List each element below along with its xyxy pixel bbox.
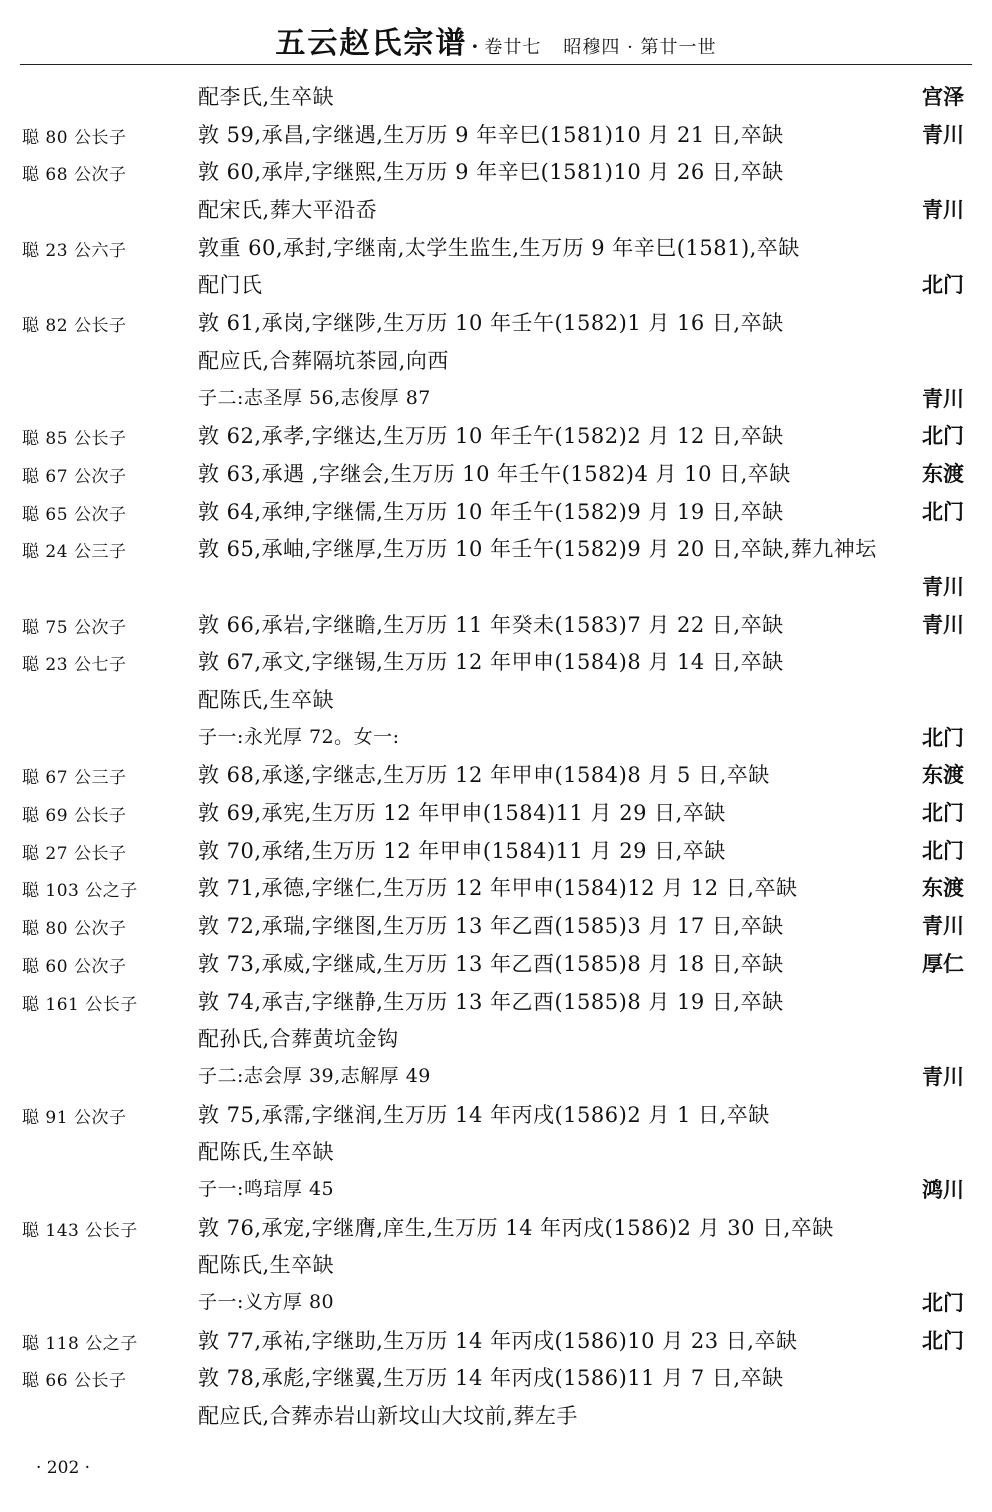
residence-location: 东渡 — [922, 875, 964, 901]
lineage-label: 聪 80 公次子 — [22, 919, 127, 940]
lineage-label: 聪 69 公长子 — [22, 806, 127, 827]
residence-location: 青川 — [922, 913, 964, 939]
entry-text: 敦 67,承文,字继锡,生万历 12 年甲申(1584)8 月 14 日,卒缺 — [198, 650, 784, 675]
lineage-label: 聪 27 公长子 — [22, 843, 127, 864]
residence-location: 北门 — [922, 498, 964, 524]
entry-text: 敦 60,承岸,字继熙,生万历 9 年辛巳(1581)10 月 26 日,卒缺 — [198, 160, 784, 185]
entry-row — [0, 458, 992, 496]
residence-location: 北门 — [922, 724, 964, 750]
lineage-label: 聪 67 公次子 — [22, 466, 127, 487]
lineage-label: 聪 80 公长子 — [22, 127, 127, 148]
entry-text: 敦 78,承彪,字继翼,生万历 14 年丙戌(1586)11 月 7 日,卒缺 — [198, 1366, 784, 1391]
lineage-label: 聪 143 公长子 — [22, 1220, 138, 1241]
entry-text: 子一:永光厚 72。女一: — [198, 725, 400, 748]
entry-text: 敦 61,承岗,字继陟,生万历 10 年壬午(1582)1 月 16 日,卒缺 — [198, 311, 784, 336]
entry-row — [0, 420, 992, 458]
residence-location: 鸿川 — [922, 1176, 964, 1202]
residence-location: 北门 — [922, 1327, 964, 1353]
page-number: · 202 · — [36, 1458, 91, 1478]
entry-text: 配陈氏,生卒缺 — [198, 1253, 335, 1278]
entry-text: 敦 75,承霈,字继润,生万历 14 年丙戌(1586)2 月 1 日,卒缺 — [198, 1102, 770, 1127]
lineage-label: 聪 23 公七子 — [22, 655, 127, 676]
genealogy-entries — [0, 81, 992, 1438]
entry-text: 敦 63,承遇 ,字继会,生万历 10 年壬午(1582)4 月 10 日,卒缺 — [198, 461, 791, 486]
residence-location: 东渡 — [922, 460, 964, 486]
entry-row — [0, 496, 992, 534]
entry-row — [0, 1174, 992, 1212]
entry-row — [0, 345, 992, 383]
residence-location: 青川 — [922, 1063, 964, 1089]
residence-location: 青川 — [922, 121, 964, 147]
residence-location: 青川 — [922, 573, 964, 599]
lineage-label: 聪 161 公长子 — [22, 994, 138, 1015]
entry-row — [0, 835, 992, 873]
section-label: 昭穆四 · 第廿一世 — [563, 37, 717, 58]
residence-location: 北门 — [922, 1290, 964, 1315]
entry-text: 子一:义方厚 80 — [198, 1291, 335, 1313]
lineage-label: 聪 60 公次子 — [22, 956, 127, 977]
entry-row — [0, 948, 992, 986]
entry-text: 配陈氏,生卒缺 — [198, 1140, 335, 1165]
residence-location: 东渡 — [922, 762, 964, 788]
entry-row — [0, 722, 992, 760]
entry-row — [0, 194, 992, 232]
residence-location: 北门 — [922, 800, 964, 826]
entry-row — [0, 1325, 992, 1363]
book-title: 五云赵氏宗谱 — [275, 26, 468, 61]
residence-location: 青川 — [922, 385, 964, 411]
entry-row — [0, 986, 992, 1024]
lineage-label: 聪 103 公之子 — [22, 881, 138, 902]
residence-location: 北门 — [922, 837, 964, 863]
entry-row — [0, 1287, 992, 1325]
residence-location: 青川 — [922, 611, 964, 637]
entry-text: 敦 71,承德,字继仁,生万历 12 年甲申(1584)12 月 12 日,卒缺 — [198, 876, 798, 901]
header-rule — [20, 64, 972, 65]
lineage-label: 聪 66 公长子 — [22, 1371, 127, 1392]
residence-location: 青川 — [922, 197, 964, 223]
entry-text: 敦 70,承绪,生万历 12 年甲申(1584)11 月 29 日,卒缺 — [198, 838, 726, 863]
entry-text: 配宋氏,葬大平沿岙 — [198, 198, 378, 223]
entry-text: 敦 65,承岫,字继厚,生万历 10 年壬午(1582)9 月 20 日,卒缺,葬九神坛 — [198, 537, 877, 562]
entry-row — [0, 533, 992, 571]
entry-row — [0, 1400, 992, 1438]
entry-text: 子一:鸣琂厚 45 — [198, 1177, 335, 1200]
entry-text: 配门氏 — [198, 273, 263, 298]
entry-row — [0, 307, 992, 345]
entry-text: 子二:志圣厚 56,志俊厚 87 — [198, 386, 431, 409]
entry-text: 敦 74,承吉,字继静,生万历 13 年乙酉(1585)8 月 19 日,卒缺 — [198, 989, 784, 1014]
entry-text: 敦 69,承宪,生万历 12 年甲申(1584)11 月 29 日,卒缺 — [198, 801, 726, 826]
entry-row — [0, 1136, 992, 1174]
entry-row — [0, 1362, 992, 1400]
lineage-label: 聪 118 公之子 — [22, 1333, 138, 1354]
entry-row — [0, 872, 992, 910]
entry-text: 配陈氏,生卒缺 — [198, 688, 335, 712]
entry-row — [0, 646, 992, 684]
entry-row — [0, 1249, 992, 1287]
entry-row — [0, 81, 992, 119]
volume-label: 卷廿七 — [484, 37, 542, 58]
entry-text: 敦 68,承遂,字继志,生万历 12 年甲申(1584)8 月 5 日,卒缺 — [198, 763, 770, 788]
entry-row — [0, 1212, 992, 1250]
entry-text: 配应氏,合葬隔坑茶园,向西 — [198, 348, 449, 373]
entry-text: 子二:志会厚 39,志解厚 49 — [198, 1064, 431, 1087]
entry-text: 敦 59,承昌,字继遇,生万历 9 年辛巳(1581)10 月 21 日,卒缺 — [198, 122, 784, 147]
residence-location: 宫泽 — [922, 84, 964, 109]
entry-text: 敦 72,承瑞,字继图,生万历 13 年乙酉(1585)3 月 17 日,卒缺 — [198, 914, 784, 939]
entry-row — [0, 119, 992, 157]
entry-row — [0, 269, 992, 307]
lineage-label: 聪 85 公长子 — [22, 429, 127, 450]
lineage-label: 聪 23 公六子 — [22, 240, 127, 261]
title-separator: · — [471, 34, 479, 58]
entry-text: 配孙氏,合葬黄坑金钩 — [198, 1027, 399, 1052]
page-header — [0, 18, 992, 62]
lineage-label: 聪 82 公长子 — [22, 316, 127, 337]
entry-row — [0, 1061, 992, 1099]
entry-row — [0, 797, 992, 835]
entry-text: 敦 73,承威,字继咸,生万历 13 年乙酉(1585)8 月 18 日,卒缺 — [198, 951, 784, 976]
entry-row — [0, 684, 992, 722]
entry-row — [0, 232, 992, 270]
entry-row — [0, 609, 992, 647]
lineage-label: 聪 75 公次子 — [22, 617, 127, 638]
residence-location: 北门 — [922, 272, 964, 298]
entry-text: 敦 76,承宠,字继膺,庠生,生万历 14 年丙戌(1586)2 月 30 日,卒缺 — [198, 1215, 834, 1240]
entry-text: 敦 66,承岩,字继瞻,生万历 11 年癸未(1583)7 月 22 日,卒缺 — [198, 612, 784, 637]
entry-row — [0, 1023, 992, 1061]
entry-text: 敦 77,承祐,字继助,生万历 14 年丙戌(1586)10 月 23 日,卒缺 — [198, 1328, 798, 1353]
entry-text: 配应氏,合葬赤岩山新坟山大坟前,葬左手 — [198, 1404, 578, 1429]
lineage-label: 聪 67 公三子 — [22, 768, 127, 789]
entry-text: 敦 62,承孝,字继达,生万历 10 年壬午(1582)2 月 12 日,卒缺 — [198, 424, 784, 449]
residence-location: 北门 — [922, 423, 964, 449]
entry-row — [0, 910, 992, 948]
lineage-label: 聪 68 公次子 — [22, 165, 127, 186]
entry-row — [0, 383, 992, 421]
entry-text: 敦重 60,承封,字继南,太学生监生,生万历 9 年辛巳(1581),卒缺 — [198, 235, 800, 260]
entry-row — [0, 1099, 992, 1137]
residence-location: 厚仁 — [922, 950, 964, 976]
entry-row — [0, 571, 992, 609]
lineage-label: 聪 65 公次子 — [22, 504, 127, 525]
lineage-label: 聪 24 公三子 — [22, 542, 127, 563]
entry-text: 敦 64,承绅,字继儒,生万历 10 年壬午(1582)9 月 19 日,卒缺 — [198, 499, 784, 524]
entry-row — [0, 759, 992, 797]
entry-text: 配李氏,生卒缺 — [198, 85, 335, 109]
entry-row — [0, 156, 992, 194]
lineage-label: 聪 91 公次子 — [22, 1107, 127, 1128]
